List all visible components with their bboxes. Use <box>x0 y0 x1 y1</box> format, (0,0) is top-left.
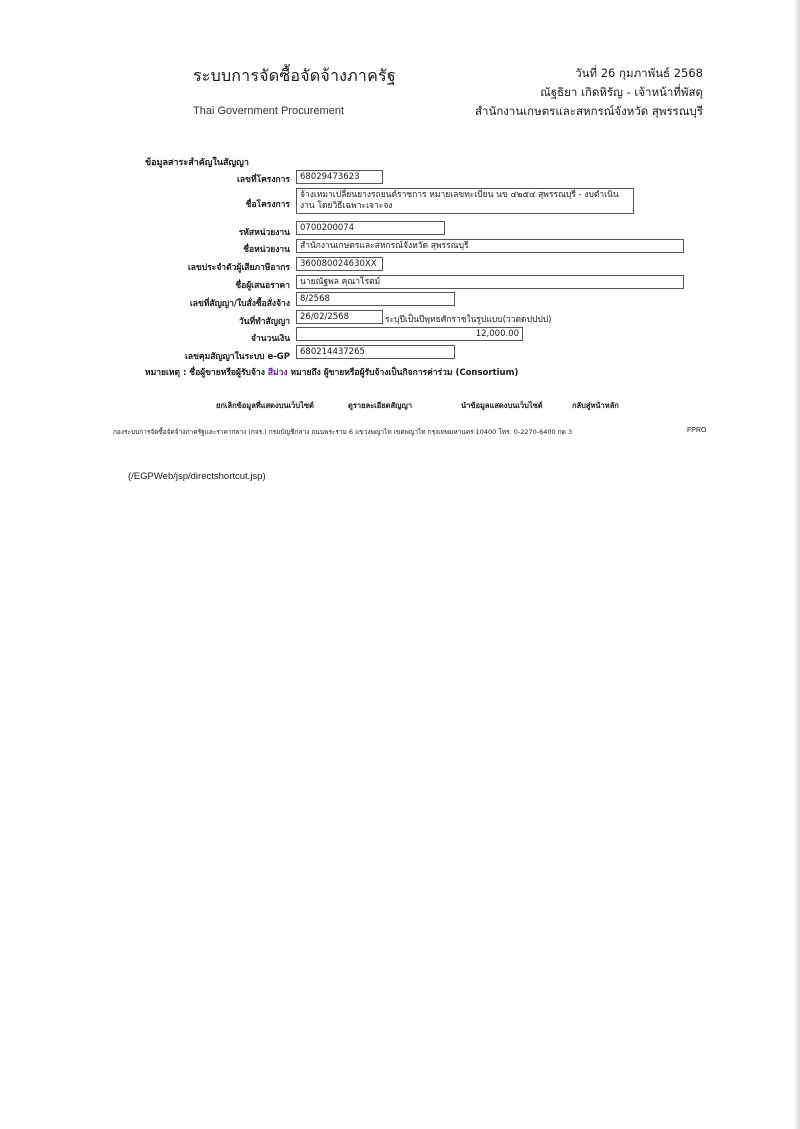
page-edge-shadow <box>794 0 800 1129</box>
amount-label: จำนวนเงิน <box>250 334 290 344</box>
note-prefix: หมายเหตุ : ชื่อผู้ขายหรือผู้รับจ้าง <box>145 368 268 378</box>
project-name-field[interactable]: จ้างเหมาเปลี่ยนยางรถยนต์ราชการ หมายเลขทะเบียน นข ๔๒๕๔ สุพรรณบุรี - งบดำเนินงาน โดยวิธีเฉพาะเจาะจง <box>296 188 634 214</box>
section-title: ข้อมูลสาระสำคัญในสัญญา <box>145 158 249 168</box>
egp-no-field[interactable]: 680214437265 <box>296 345 455 359</box>
footer-address: กองระบบการจัดซื้อจัดจ้างภาครัฐและราคากลาง (กจร.) กรมบัญชีกลาง ถนนพระราม 6 แขวงพญาไท เขตพญาไท กรุงเทพมหานคร 10400 โทร. 0-2270-6400 กด 3 <box>113 428 573 436</box>
view-contract-link[interactable]: ดูรายละเอียดสัญญา <box>348 401 413 410</box>
contract-date-hint: ระบุปีเป็นปีพุทธศักราชในรูปแบบ(ววดดปปปป) <box>385 315 552 325</box>
header-left <box>193 64 396 117</box>
tax-id-label: เลขประจำตัวผู้เสียภาษีอากร <box>187 263 290 273</box>
project-no-field[interactable]: 68029473623 <box>296 170 383 184</box>
note-highlight: สีม่วง <box>267 368 288 378</box>
home-link[interactable]: กลับสู่หน้าหลัก <box>572 401 619 410</box>
consortium-note <box>145 365 518 379</box>
publish-link[interactable]: นำข้อมูลแสดงบนเว็บไซต์ <box>461 401 543 410</box>
contract-no-label: เลขที่สัญญา/ใบสั่งซื้อสั่งจ้าง <box>189 299 290 309</box>
note-suffix: หมายถึง ผู้ขายหรือผู้รับจ้างเป็นกิจการค่าร่วม (Consortium) <box>287 368 519 378</box>
unit-code-field[interactable]: 0700200074 <box>296 221 445 235</box>
contract-date-field[interactable]: 26/02/2568 <box>296 310 383 324</box>
amount-field[interactable]: 12,000.00 <box>296 327 523 341</box>
unit-code-label: รหัสหน่วยงาน <box>238 228 290 238</box>
project-name-label: ชื่อโครงการ <box>245 200 290 210</box>
agency-name: สำนักงานเกษตรและสหกรณ์จังหวัด สุพรรณบุรี <box>474 104 703 118</box>
unit-name-label: ชื่อหน่วยงาน <box>243 245 290 255</box>
bidder-field[interactable]: นายณัฐพล คุณาโรตม์ <box>296 275 684 289</box>
cancel-publish-link[interactable]: ยกเลิกข้อมูลที่แสดงบนเว็บไซต์ <box>216 401 314 410</box>
contract-date-label: วันที่ทำสัญญา <box>238 317 290 327</box>
url-path: (/EGPWeb/jsp/directshortcut.jsp) <box>128 471 266 482</box>
print-date: วันที่ 26 กุมภาพันธ์ 2568 <box>575 66 703 80</box>
tax-id-field[interactable]: 360080024630XX <box>296 257 383 271</box>
contract-no-field[interactable]: 8/2568 <box>296 292 455 306</box>
system-name-en: Thai Government Procurement <box>193 105 345 117</box>
project-no-label: เลขที่โครงการ <box>237 175 290 185</box>
egp-no-label: เลขคุมสัญญาในระบบ e-GP <box>184 352 290 362</box>
system-name-th: ระบบการจัดซื้อจัดจ้างภาครัฐ <box>193 66 396 85</box>
officer-name: ณัฐธิยา เกิดหิรัญ - เจ้าหน้าที่พัสดุ <box>540 85 703 99</box>
footer-code: FPRO <box>687 427 707 434</box>
unit-name-field[interactable]: สำนักงานเกษตรและสหกรณ์จังหวัด สุพรรณบุรี <box>296 239 684 253</box>
header-right <box>475 64 703 121</box>
bidder-label: ชื่อผู้เสนอราคา <box>235 281 290 291</box>
